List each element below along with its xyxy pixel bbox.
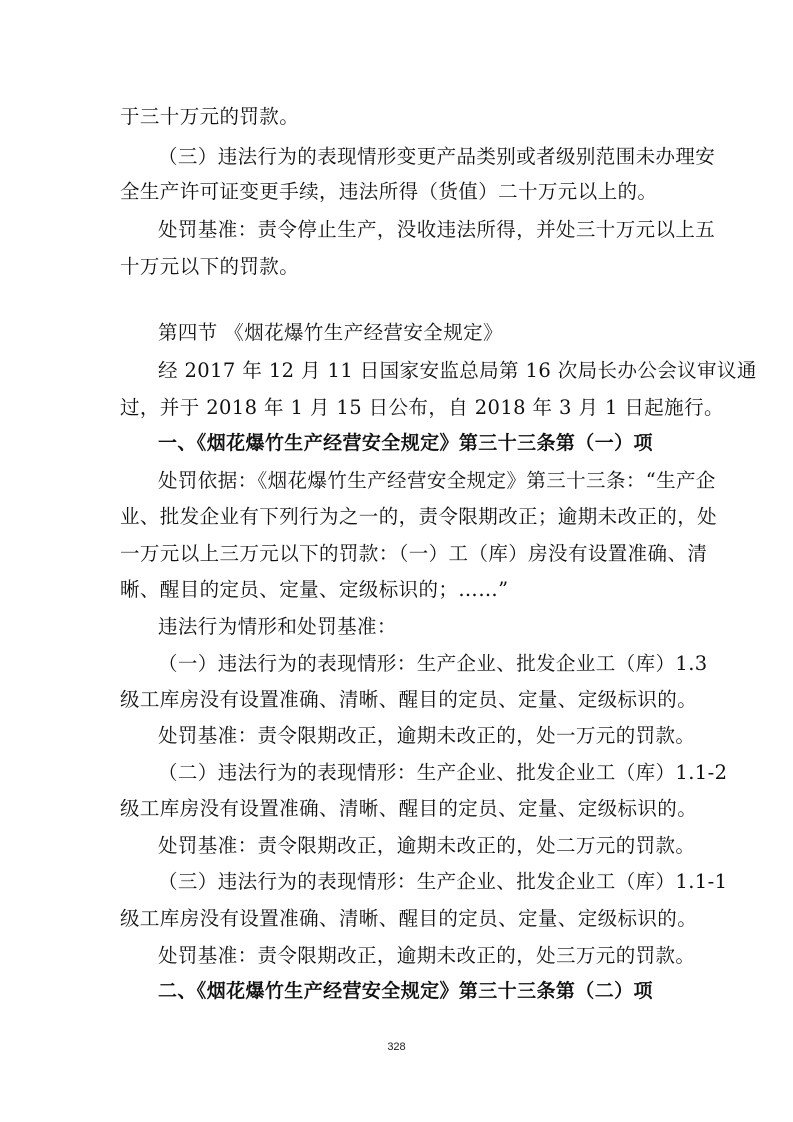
article-heading-2: 二、《烟花爆竹生产经营安全规定》第三十三条第（二）项	[158, 980, 653, 1002]
text-line: 处罚基准：责令停止生产，没收违法所得，并处三十万元以上五	[158, 218, 716, 241]
text-line: 晰、醒目的定员、定量、定级标识的；……”	[120, 578, 509, 601]
text-line: 全生产许可证变更手续，违法所得（货值）二十万元以上的。	[120, 180, 658, 203]
text-line: 处罚基准：责令限期改正，逾期未改正的，处一万元的罚款。	[158, 724, 696, 747]
text-line: （一）违法行为的表现情形：生产企业、批发企业工（库）1.3	[158, 652, 708, 675]
text-line: 级工库房没有设置准确、清晰、醒目的定员、定量、定级标识的。	[120, 907, 698, 930]
text-line: （三）违法行为的表现情形变更产品类别或者级别范围未办理安	[158, 145, 716, 168]
text-line: 级工库房没有设置准确、清晰、醒目的定员、定量、定级标识的。	[120, 797, 698, 820]
page-number: 328	[387, 1041, 406, 1053]
text-line: 级工库房没有设置准确、清晰、醒目的定员、定量、定级标识的。	[120, 688, 698, 711]
text-line: 处罚基准：责令限期改正，逾期未改正的，处三万元的罚款。	[158, 944, 696, 967]
text-line: 业、批发企业有下列行为之一的，责令限期改正；逾期未改正的，处	[120, 505, 718, 528]
text-line: 处罚依据：《烟花爆竹生产经营安全规定》第三十三条：“生产企	[158, 469, 716, 492]
text-line: 处罚基准：责令限期改正，逾期未改正的，处二万元的罚款。	[158, 834, 696, 857]
text-line: （二）违法行为的表现情形：生产企业、批发企业工（库）1.1-2	[158, 761, 728, 784]
article-heading-1: 一、《烟花爆竹生产经营安全规定》第三十三条第（一）项	[158, 432, 653, 454]
text-line: （三）违法行为的表现情形：生产企业、批发企业工（库）1.1-1	[158, 870, 728, 893]
text-line: 经 2017 年 12 月 11 日国家安监总局第 16 次局长办公会议审议通	[158, 359, 757, 382]
text-line: 违法行为情形和处罚基准：	[158, 615, 397, 638]
text-line: 于三十万元的罚款。	[120, 105, 300, 128]
section-heading: 第四节 《烟花爆竹生产经营安全规定》	[158, 321, 503, 344]
text-line: 一万元以上三万元以下的罚款：（一）工（库）房没有设置准确、清	[120, 542, 708, 565]
text-line: 过，并于 2018 年 1 月 15 日公布，自 2018 年 3 月 1 日起施行。	[120, 396, 724, 419]
text-line: 十万元以下的罚款。	[120, 255, 300, 278]
